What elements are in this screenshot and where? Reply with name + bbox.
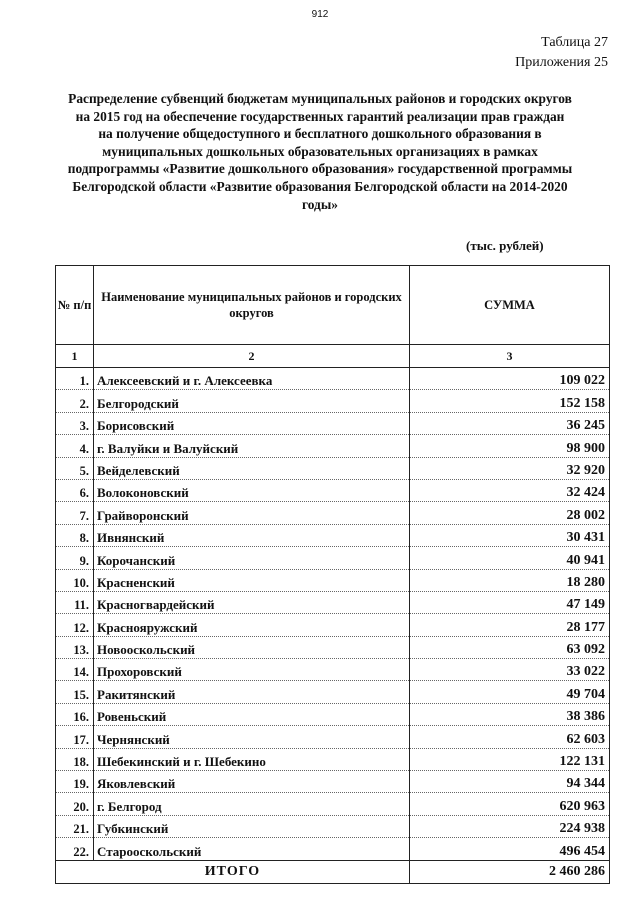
row-sum: 122 131 [410, 748, 610, 770]
table-row [56, 591, 610, 613]
row-name: Красненский [94, 569, 410, 591]
row-name: Чернянский [94, 726, 410, 748]
row-sum: 98 900 [410, 435, 610, 457]
row-name: Корочанский [94, 547, 410, 569]
table-row [56, 793, 610, 815]
table-row [56, 703, 610, 725]
row-name: Алексеевский и г. Алексеевка [94, 368, 410, 390]
row-name: Новооскольский [94, 636, 410, 658]
table-row [56, 457, 610, 479]
row-name: Борисовский [94, 412, 410, 434]
row-sum: 36 245 [410, 412, 610, 434]
table-body [56, 368, 610, 861]
row-sum: 32 920 [410, 457, 610, 479]
row-sum: 38 386 [410, 703, 610, 725]
table-row [56, 771, 610, 793]
row-sum: 94 344 [410, 771, 610, 793]
row-number: 11. [56, 591, 94, 613]
row-number: 8. [56, 524, 94, 546]
row-number: 21. [56, 815, 94, 837]
row-sum: 33 022 [410, 659, 610, 681]
row-sum: 18 280 [410, 569, 610, 591]
table-row [56, 636, 610, 658]
table-row [56, 435, 610, 457]
column-number: 1 [56, 345, 94, 368]
row-number: 14. [56, 659, 94, 681]
total-label: ИТОГО [56, 860, 410, 883]
row-name: Прохоровский [94, 659, 410, 681]
header-num: № п/п [56, 266, 94, 345]
subvention-table [55, 265, 610, 884]
page-number: 912 [311, 9, 329, 20]
row-sum: 224 938 [410, 815, 610, 837]
row-number: 18. [56, 748, 94, 770]
table-row [56, 681, 610, 703]
title-line: Распределение субвенций бюджетам муниципальных районов и городских округов [68, 91, 572, 106]
table-row [56, 412, 610, 434]
row-sum: 47 149 [410, 591, 610, 613]
header-name: Наименование муниципальных районов и городских округов [94, 266, 410, 345]
table-row [56, 547, 610, 569]
column-number: 3 [410, 345, 610, 368]
row-name: Вейделевский [94, 457, 410, 479]
row-sum: 620 963 [410, 793, 610, 815]
title-line: Белгородской области «Развитие образования Белгородской области на 2014-2020 [72, 178, 568, 194]
row-name: Ровеньский [94, 703, 410, 725]
row-number: 15. [56, 681, 94, 703]
row-name: Волоконовский [94, 479, 410, 501]
row-name: г. Валуйки и Валуйский [94, 435, 410, 457]
row-sum: 40 941 [410, 547, 610, 569]
table-row [56, 815, 610, 837]
row-number: 16. [56, 703, 94, 725]
title-line: на 2015 год на обеспечение государственных гарантий реализации прав граждан [75, 108, 565, 124]
row-sum: 32 424 [410, 479, 610, 501]
row-name: г. Белгород [94, 793, 410, 815]
title-line: подпрограммы «Развитие дошкольного образования» государственной программы [67, 161, 573, 177]
column-number: 2 [94, 345, 410, 368]
row-number: 17. [56, 726, 94, 748]
row-name: Краснояружский [94, 614, 410, 636]
row-name: Ракитянский [94, 681, 410, 703]
title-line: муниципальных дошкольных образовательных организациях в рамках [102, 143, 538, 159]
total-row [56, 860, 610, 883]
row-number: 4. [56, 435, 94, 457]
table-row [56, 659, 610, 681]
row-number: 7. [56, 502, 94, 524]
row-number: 5. [56, 457, 94, 479]
table-row [56, 838, 610, 860]
table-row [56, 390, 610, 412]
row-sum: 49 704 [410, 681, 610, 703]
row-number: 3. [56, 412, 94, 434]
table-row [56, 368, 610, 390]
table-row [56, 569, 610, 591]
total-sum: 2 460 286 [410, 860, 610, 883]
table-row [56, 748, 610, 770]
row-number: 10. [56, 569, 94, 591]
row-name: Шебекинский и г. Шебекино [94, 748, 410, 770]
table-reference: Таблица 27 [541, 35, 608, 50]
row-name: Старооскольский [94, 838, 410, 860]
table-row [56, 524, 610, 546]
row-name: Белгородский [94, 390, 410, 412]
document-title [50, 90, 590, 213]
row-number: 22. [56, 838, 94, 860]
row-name: Яковлевский [94, 771, 410, 793]
table-row [56, 726, 610, 748]
row-sum: 496 454 [410, 838, 610, 860]
row-name: Красногвардейский [94, 591, 410, 613]
row-number: 9. [56, 547, 94, 569]
title-line: годы» [302, 196, 338, 212]
row-sum: 152 158 [410, 390, 610, 412]
row-number: 19. [56, 771, 94, 793]
row-name: Ивнянский [94, 524, 410, 546]
row-name: Грайворонский [94, 502, 410, 524]
header-sum: СУММА [410, 266, 610, 345]
row-number: 1. [56, 368, 94, 390]
row-sum: 109 022 [410, 368, 610, 390]
row-number: 20. [56, 793, 94, 815]
row-number: 6. [56, 479, 94, 501]
row-sum: 63 092 [410, 636, 610, 658]
row-number: 12. [56, 614, 94, 636]
header-row [56, 266, 610, 345]
appendix-reference: Приложения 25 [515, 55, 608, 70]
table-row [56, 614, 610, 636]
row-sum: 62 603 [410, 726, 610, 748]
row-name: Губкинский [94, 815, 410, 837]
column-number-row [56, 345, 610, 368]
row-sum: 28 002 [410, 502, 610, 524]
units-label: (тыс. рублей) [466, 238, 544, 253]
table-row [56, 502, 610, 524]
title-line: на получение общедоступного и бесплатного дошкольного образования в [98, 126, 542, 142]
row-number: 13. [56, 636, 94, 658]
row-sum: 28 177 [410, 614, 610, 636]
row-sum: 30 431 [410, 524, 610, 546]
row-number: 2. [56, 390, 94, 412]
table-row [56, 479, 610, 501]
